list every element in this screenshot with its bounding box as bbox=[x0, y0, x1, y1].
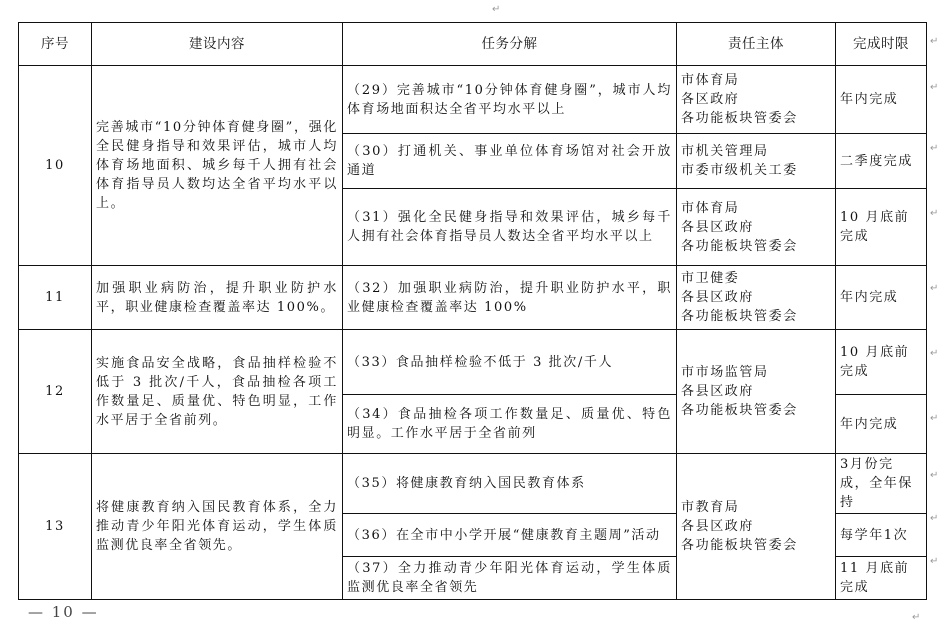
row-seq: 13 bbox=[19, 454, 92, 600]
page-number: — 10 — bbox=[28, 603, 99, 621]
responsible-cell bbox=[677, 189, 836, 266]
header-tasks: 任务分解 bbox=[343, 23, 677, 66]
responsible-unit: 市体育局 bbox=[681, 200, 740, 216]
table-row bbox=[19, 266, 927, 330]
deadline-cell: 3月份完成，全年保持 bbox=[836, 454, 927, 514]
paragraph-mark: ↵ bbox=[930, 556, 939, 567]
task-item: （29）完善城市“10分钟体育健身圈”，城市人均体育场地面积达全省平均水平以上 bbox=[343, 66, 677, 134]
paragraph-mark: ↵ bbox=[930, 36, 939, 47]
responsible-unit: 各区政府 bbox=[681, 92, 740, 107]
deadline-cell: 年内完成 bbox=[836, 66, 927, 134]
deadline-cell: 11 月底前完成 bbox=[836, 557, 927, 600]
deadline-cell: 年内完成 bbox=[836, 266, 927, 330]
row-content: 加强职业病防治，提升职业防护水平，职业健康检查覆盖率达 100%。 bbox=[92, 266, 343, 330]
deadline-cell: 年内完成 bbox=[836, 395, 927, 454]
task-item: （37）全力推动青少年阳光体育运动，学生体质监测优良率全省领先 bbox=[343, 557, 677, 600]
paragraph-mark: ↵ bbox=[930, 82, 939, 93]
task-item: （34）食品抽检各项工作数量足、质量优、特色明显。工作水平居于全省前列 bbox=[343, 395, 677, 454]
header-responsible: 责任主体 bbox=[677, 23, 836, 66]
task-item: （32）加强职业病防治，提升职业防护水平，职业健康检查覆盖率达 100% bbox=[343, 266, 677, 330]
paragraph-mark: ↵ bbox=[912, 612, 921, 623]
row-seq: 11 bbox=[19, 266, 92, 330]
responsible-unit: 各功能板块管委会 bbox=[681, 538, 798, 553]
responsible-cell bbox=[677, 454, 836, 600]
responsible-unit: 各县区政府 bbox=[681, 290, 755, 305]
responsible-unit: 各县区政府 bbox=[681, 219, 755, 235]
paragraph-mark: ↵ bbox=[930, 208, 939, 219]
header-deadline: 完成时限 bbox=[836, 23, 927, 66]
paragraph-mark: ↵ bbox=[930, 413, 939, 424]
responsible-cell bbox=[677, 330, 836, 454]
responsible-unit: 市市场监管局 bbox=[681, 365, 769, 380]
responsible-unit: 市委市级机关工委 bbox=[681, 163, 798, 178]
paragraph-mark: ↵ bbox=[930, 143, 939, 154]
header-seq: 序号 bbox=[19, 23, 92, 66]
row-seq: 10 bbox=[19, 66, 92, 266]
header-content: 建设内容 bbox=[92, 23, 343, 66]
deadline-cell: 二季度完成 bbox=[836, 134, 927, 189]
task-item: （35）将健康教育纳入国民教育体系 bbox=[343, 454, 677, 514]
responsible-unit: 各县区政府 bbox=[681, 519, 755, 534]
responsible-unit: 各县区政府 bbox=[681, 384, 755, 399]
paragraph-mark: ↵ bbox=[930, 283, 939, 294]
table-row bbox=[19, 66, 927, 134]
table-row bbox=[19, 454, 927, 514]
responsible-unit: 各功能板块管委会 bbox=[681, 111, 798, 126]
row-seq: 12 bbox=[19, 330, 92, 454]
task-item: （31）强化全民健身指导和效果评估，城乡每千人拥有社会体育指导员人数达全省平均水平以上 bbox=[343, 189, 677, 266]
responsible-unit: 市体育局 bbox=[681, 73, 740, 88]
paragraph-mark: ↵ bbox=[930, 513, 939, 524]
task-item: （30）打通机关、事业单位体育场馆对社会开放通道 bbox=[343, 134, 677, 189]
responsible-unit: 市机关管理局 bbox=[681, 144, 769, 159]
deadline-cell: 每学年1次 bbox=[836, 514, 927, 557]
responsible-unit: 各功能板块管委会 bbox=[681, 309, 798, 324]
row-content: 实施食品安全战略，食品抽样检验不低于 3 批次/千人，食品抽检各项工作数量足、质量优、特色明显，工作水平居于全省前列。 bbox=[92, 330, 343, 454]
task-item: （33）食品抽样检验不低于 3 批次/千人 bbox=[343, 330, 677, 395]
responsible-cell bbox=[677, 266, 836, 330]
responsible-cell bbox=[677, 66, 836, 134]
task-table bbox=[18, 22, 927, 600]
task-item: （36）在全市中小学开展“健康教育主题周”活动 bbox=[343, 514, 677, 557]
paragraph-mark: ↵ bbox=[930, 348, 939, 359]
row-content: 完善城市“10分钟体育健身圈”，强化全民健身指导和效果评估，城市人均体育场地面积、城乡每千人拥有社会体育指导员人数均达全省平均水平以上。 bbox=[92, 66, 343, 266]
responsible-unit: 市教育局 bbox=[681, 500, 740, 515]
responsible-cell bbox=[677, 134, 836, 189]
responsible-unit: 各功能板块管委会 bbox=[681, 238, 798, 254]
responsible-unit: 各功能板块管委会 bbox=[681, 403, 798, 418]
paragraph-mark: ↵ bbox=[930, 470, 939, 481]
row-content: 将健康教育纳入国民教育体系，全力推动青少年阳光体育运动，学生体质监测优良率全省领先。 bbox=[92, 454, 343, 600]
paragraph-mark: ↵ bbox=[492, 4, 501, 15]
responsible-unit: 市卫健委 bbox=[681, 271, 740, 286]
table-row bbox=[19, 330, 927, 395]
table-header-row bbox=[19, 23, 927, 66]
deadline-cell: 10 月底前完成 bbox=[836, 189, 927, 266]
deadline-cell: 10 月底前完成 bbox=[836, 330, 927, 395]
